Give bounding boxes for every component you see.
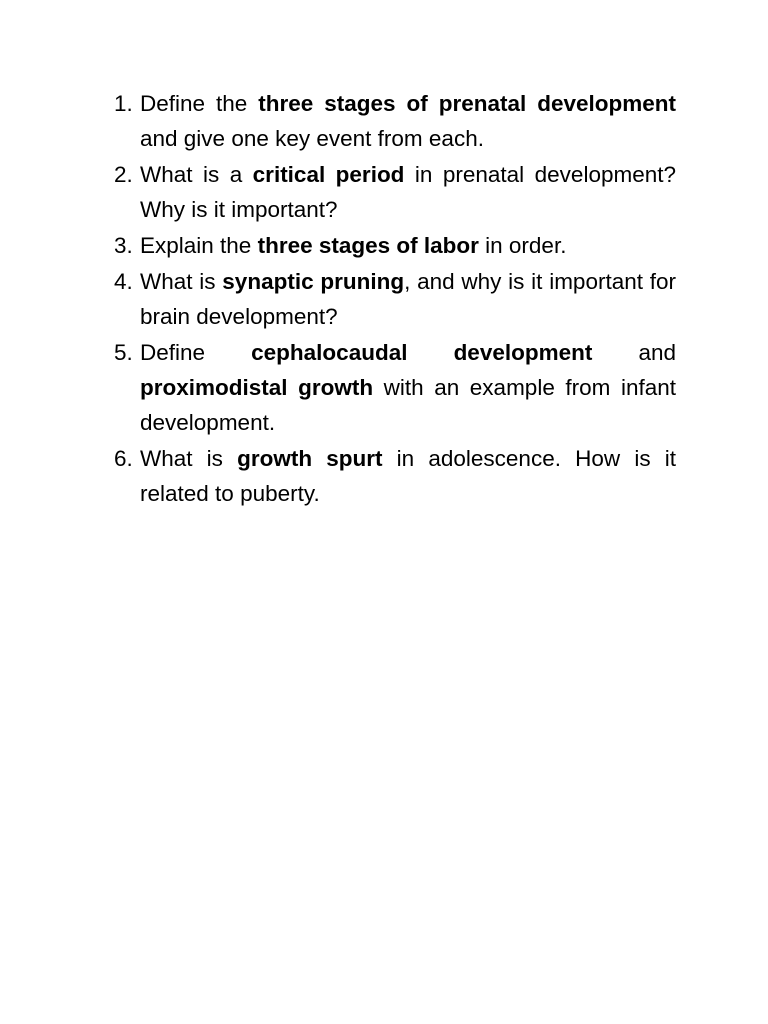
question-text bbox=[140, 157, 676, 227]
text-segment: Define bbox=[140, 340, 252, 365]
bold-term: cephalocaudal development bbox=[251, 340, 593, 365]
question-text bbox=[140, 228, 676, 263]
question-item-6 bbox=[114, 441, 676, 511]
bold-term: synaptic pruning bbox=[222, 269, 405, 294]
question-list bbox=[114, 86, 676, 512]
question-number: 3. bbox=[114, 233, 133, 258]
question-number: 5. bbox=[114, 340, 133, 365]
question-text bbox=[140, 441, 676, 511]
bold-term: critical period bbox=[252, 162, 405, 187]
question-item-1 bbox=[114, 86, 676, 156]
question-number: 6. bbox=[114, 446, 133, 471]
text-segment: , and why is it important for brain development? bbox=[140, 269, 676, 329]
question-number: 4. bbox=[114, 269, 133, 294]
text-segment: in prenatal development? Why is it important? bbox=[140, 162, 676, 222]
question-text bbox=[140, 86, 676, 156]
text-segment: and give one key event from each. bbox=[140, 126, 484, 151]
text-segment: Define the bbox=[140, 91, 259, 116]
text-segment: Explain the bbox=[140, 233, 258, 258]
bold-term: growth spurt bbox=[237, 446, 383, 471]
text-segment: with an example from infant development. bbox=[140, 375, 676, 435]
text-segment: What is bbox=[140, 446, 238, 471]
question-text bbox=[140, 335, 676, 440]
question-item-4 bbox=[114, 264, 676, 334]
question-item-5 bbox=[114, 335, 676, 440]
question-item-3 bbox=[114, 228, 676, 263]
question-text bbox=[140, 264, 676, 334]
text-segment: in order. bbox=[478, 233, 567, 258]
text-segment: in adolescence. How is it related to puberty. bbox=[140, 446, 676, 506]
text-segment: What is a bbox=[140, 162, 253, 187]
question-number: 1. bbox=[114, 91, 133, 116]
question-number: 2. bbox=[114, 162, 133, 187]
bold-term: three stages of prenatal development bbox=[258, 91, 676, 116]
text-segment: What is bbox=[140, 269, 223, 294]
question-item-2 bbox=[114, 157, 676, 227]
bold-term: proximodistal growth bbox=[140, 375, 374, 400]
bold-term: three stages of labor bbox=[257, 233, 479, 258]
text-segment: and bbox=[592, 340, 676, 365]
